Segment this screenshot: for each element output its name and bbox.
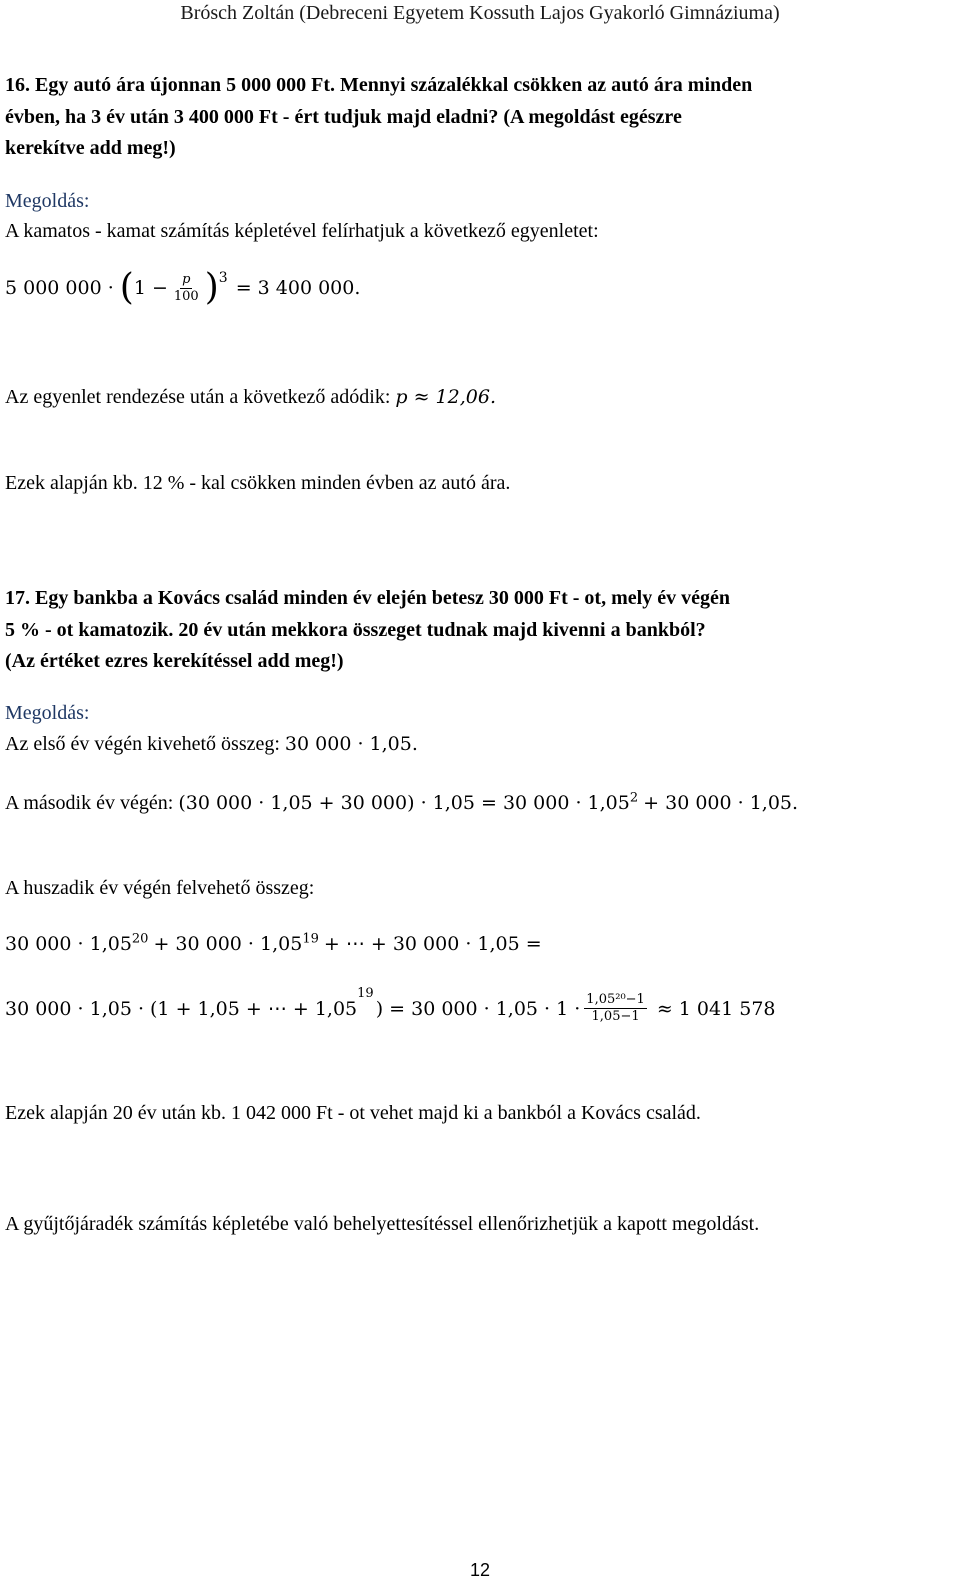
twentieth-label: A huszadik év végén felvehető összeg:: [5, 877, 315, 899]
first-year-line: [5, 733, 418, 756]
right-paren: ): [204, 267, 219, 308]
equation-16-one: 1 −: [133, 277, 168, 299]
second-year-math-a: (30 000 · 1,05 + 30 000) · 1,05 = 30 000 · 1,05: [178, 792, 630, 814]
solution-16-result-text: Az egyenlet rendezése után a következő adódik:: [5, 386, 391, 408]
solution-16-result-math: p ≈ 12,06.: [395, 386, 496, 408]
solution-16-result: [5, 386, 496, 409]
conclusion-17: Ezek alapján 20 év után kb. 1 042 000 Ft - ot vehet majd ki a bankból a Kovács család.: [5, 1102, 701, 1124]
geometric-line: 30 000 · 1,05 · (1 + 1,05 + ⋯ + 1,05 19 ) = 30 000 · 1,05 · 1 · $\frac{\text{1,05²⁰−1}}{1,05-1}$ ≈ 1 041 578: [5, 986, 776, 1024]
page-number: 12: [469, 1560, 491, 1580]
sum-line: [5, 933, 542, 956]
sum-exponent-20: 20: [131, 931, 149, 947]
geometric-fraction-denominator: 1,05−1: [591, 1009, 640, 1024]
page-header: Brósch Zoltán (Debreceni Egyetem Kossuth Lajos Gyakorló Gimnáziuma): [180, 2, 780, 24]
fraction-p-over-100: [172, 272, 201, 305]
equation-16-exponent: 3: [218, 270, 228, 286]
geometric-b: ) = 30 000 · 1,05 · 1 ·: [375, 997, 581, 1020]
equation-16-right: = 3 400 000.: [235, 277, 361, 299]
problem-17-line-2: 5 % - ot kamatozik. 20 év után mekkora összeget tudnak majd kivenni a bankból?: [5, 619, 706, 641]
second-year-math-b: + 30 000 · 1,05.: [643, 792, 799, 814]
geometric-fraction: [584, 992, 647, 1025]
second-year-line: [5, 792, 798, 815]
geometric-fraction-numerator: 1,05²⁰−1: [586, 992, 645, 1007]
geometric-c: ≈ 1 041 578: [656, 997, 776, 1020]
problem-17-line-3: (Az értéket ezres kerekítéssel add meg!): [5, 650, 344, 672]
first-year-math: 30 000 · 1,05.: [284, 733, 418, 755]
sum-b: + 30 000 · 1,05: [153, 933, 303, 955]
geometric-a: 30 000 · 1,05 · (1 + 1,05 + ⋯ + 1,05: [5, 997, 358, 1020]
second-year-text: A második év végén:: [5, 792, 174, 814]
second-year-exponent: 2: [629, 790, 639, 806]
problem-16-line-3: kerekítve add meg!): [5, 137, 176, 159]
equation-16-left: 5 000 000 ·: [5, 277, 114, 299]
problem-16-line-2: évben, ha 3 év után 3 400 000 Ft - ért tudjuk majd eladni? (A megoldást egészre: [5, 106, 682, 128]
solution-16-conclusion: Ezek alapján kb. 12 % - kal csökken minden évben az autó ára.: [5, 472, 511, 494]
sum-a: 30 000 · 1,05: [5, 933, 132, 955]
solution-label-16: Megoldás:: [5, 190, 90, 212]
sum-c: + ⋯ + 30 000 · 1,05 =: [323, 933, 542, 955]
sum-exponent-19: 19: [302, 931, 319, 947]
equation-16: [5, 267, 361, 308]
solution-16-intro: A kamatos - kamat számítás képletével felírhatjuk a következő egyenletet:: [5, 220, 599, 242]
fraction-denominator: 100: [173, 288, 199, 304]
solution-label-17: Megoldás:: [5, 702, 90, 724]
fraction-numerator: p: [182, 271, 191, 287]
check-note: A gyűjtőjáradék számítás képletébe való behelyettesítéssel ellenőrizhetjük a kapott megoldást.: [5, 1213, 760, 1235]
problem-17-line-1: 17. Egy bankba a Kovács család minden év elején betesz 30 000 Ft - ot, mely év végén: [5, 587, 730, 609]
left-paren: (: [119, 267, 134, 308]
problem-16-line-1: 16. Egy autó ára újonnan 5 000 000 Ft. Mennyi százalékkal csökken az autó ára minden: [5, 74, 753, 96]
first-year-text: Az első év végén kivehető összeg:: [5, 733, 280, 755]
